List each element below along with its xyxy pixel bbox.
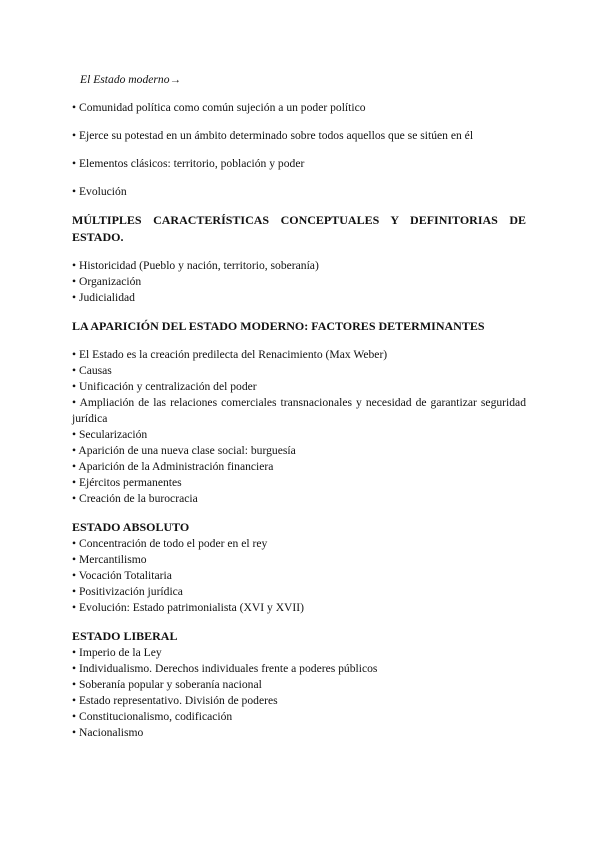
list-item: • Estado representativo. División de poderes <box>72 694 278 707</box>
intro-item: • Evolución <box>72 185 127 198</box>
list-item: • Creación de la burocracia <box>72 492 198 505</box>
section-heading-caracteristicas: MÚLTIPLES CARACTERÍSTICAS CONCEPTUALES Y DEFINITORIAS DE ESTADO. <box>72 213 526 244</box>
list-item: • Aparición de una nueva clase social: burguesía <box>72 444 296 457</box>
section-list-aparicion <box>72 347 526 507</box>
list-item: • Constitucionalismo, codificación <box>72 710 233 723</box>
list-item: • Soberanía popular y soberanía nacional <box>72 678 262 691</box>
list-item: • El Estado es la creación predilecta del Renacimiento (Max Weber) <box>72 348 388 361</box>
section-heading-liberal: ESTADO LIBERAL <box>72 629 178 643</box>
section-list-absoluto <box>72 536 526 616</box>
intro-item: • Elementos clásicos: territorio, población y poder <box>72 157 305 170</box>
section-list-liberal <box>72 645 526 741</box>
list-item: • Individualismo. Derechos individuales frente a poderes públicos <box>72 662 378 675</box>
list-item: • Historicidad (Pueblo y nación, territorio, soberanía) <box>72 259 319 272</box>
intro-item: • Comunidad política como común sujeción a un poder político <box>72 101 366 114</box>
list-item: • Unificación y centralización del poder <box>72 380 257 393</box>
section-list-caracteristicas <box>72 258 526 306</box>
intro-item: • Ejerce su potestad en un ámbito determinado sobre todos aquellos que se sitúen en él <box>72 129 474 142</box>
list-item: • Evolución: Estado patrimonialista (XVI y XVII) <box>72 601 305 614</box>
list-item: • Causas <box>72 364 112 377</box>
list-item: • Vocación Totalitaria <box>72 569 172 582</box>
list-item: • Aparición de la Administración financiera <box>72 460 274 473</box>
list-item: • Imperio de la Ley <box>72 646 162 659</box>
document-subtitle: El Estado moderno→ <box>80 73 182 86</box>
list-item: • Ejércitos permanentes <box>72 476 182 489</box>
list-item: • Secularización <box>72 428 148 441</box>
section-heading-aparicion: LA APARICIÓN DEL ESTADO MODERNO: FACTORES DETERMINANTES <box>72 319 485 333</box>
document-page <box>72 72 526 753</box>
list-item: • Organización <box>72 275 142 288</box>
list-item: • Ampliación de las relaciones comerciales transnacionales y necesidad de garantizar seguridad jurídica <box>72 396 526 425</box>
list-item: • Nacionalismo <box>72 726 144 739</box>
section-heading-absoluto: ESTADO ABSOLUTO <box>72 520 190 534</box>
list-item: • Judicialidad <box>72 291 135 304</box>
list-item: • Mercantilismo <box>72 553 147 566</box>
list-item: • Positivización jurídica <box>72 585 183 598</box>
list-item: • Concentración de todo el poder en el rey <box>72 537 268 550</box>
